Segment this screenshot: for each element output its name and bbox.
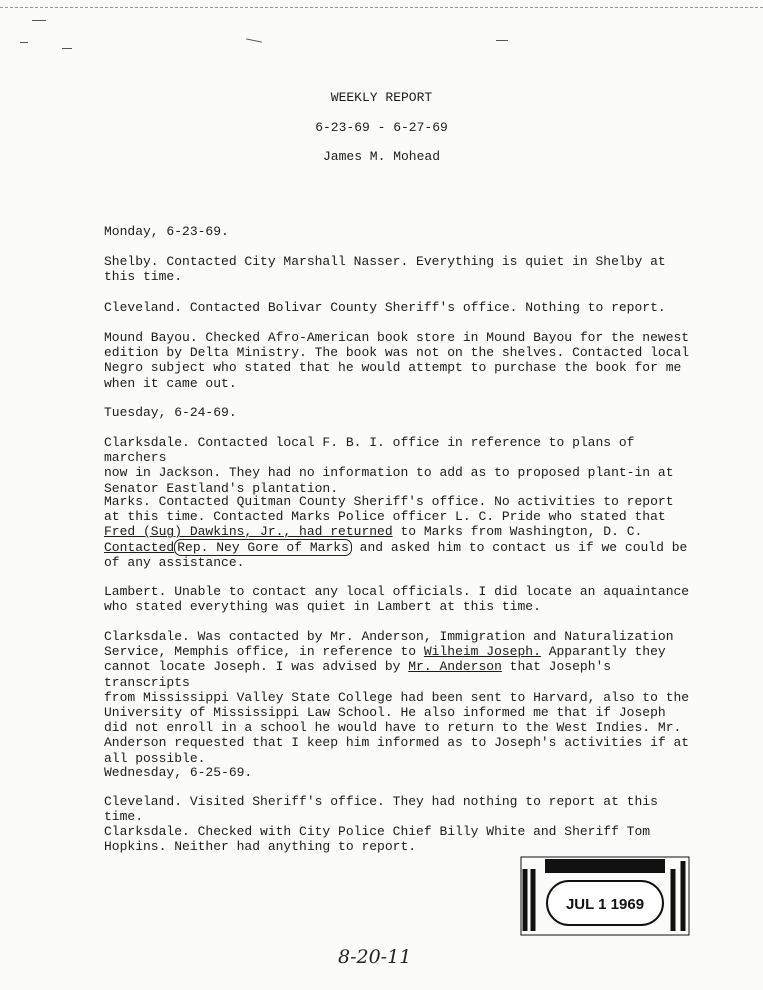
entry-clarksdale-fbi: Clarksdale. Contacted local F. B. I. office in reference to plans of marchers now in Jackson. They had no information to add as to proposed plant-in at Senator Eastland's plantation. — [104, 435, 674, 496]
entry-clarksdale-part: Clarksdale. Was contacted by Mr. Anderson, Immigration and Naturalization Service, Memphis office, in reference to — [104, 629, 674, 660]
entry-marks-part: and asked him to contact us if we could be of any assistance. — [104, 539, 688, 570]
underlined-contacted: Contacted — [104, 539, 175, 555]
scan-speck — [62, 48, 72, 49]
entry-marks-part: Marks. Contacted Quitman County Sheriff's office. No activities to report at this time. Contacted Marks Police officer L. C. Pride who stated that — [104, 494, 674, 525]
entry-marks — [104, 494, 704, 570]
entry-lambert: Lambert. Unable to contact any local officials. I did locate an aquaintance who stated everything was quiet in Lambert at this time. — [104, 584, 690, 615]
scan-speck — [20, 42, 28, 43]
underlined-wilheim-joseph: Wilheim Joseph. — [423, 644, 541, 660]
entry-cleveland-wednesday: Cleveland. Visited Sheriff's office. They had nothing to report at this time. — [104, 794, 658, 825]
circled-rep-gore: Rep. Ney Gore of Marks — [174, 539, 352, 556]
entry-clarksdale-ins — [104, 629, 704, 766]
day-heading-wednesday: Wednesday, 6-25-69. — [104, 765, 253, 780]
report-author: James M. Mohead — [322, 149, 441, 164]
underlined-dawkins: Fred (Sug) Dawkins, Jr., had returned — [104, 524, 393, 540]
underlined-mr-anderson: Mr. Anderson — [408, 659, 502, 675]
day-heading-monday: Monday, 6-23-69. — [104, 224, 229, 239]
handwritten-note: 8-20-11 — [338, 946, 412, 968]
report-title: WEEKLY REPORT — [330, 90, 433, 105]
scan-speck — [496, 40, 508, 41]
stamp-date: JUL 1 1969 — [565, 896, 645, 913]
scan-top-border — [0, 7, 763, 8]
scan-speck — [246, 38, 262, 42]
entry-clarksdale-part: that Joseph's transcripts from Mississippi Valley State College had been sent to Harvard, also to the University of Mississippi Law School. He also informed me that if Joseph did not enroll in a school he would have to return to the West Indies. Mr. Anderson requested that I keep him informed as to Joseph's activities if at all possible. — [104, 659, 690, 766]
scan-speck — [32, 20, 46, 21]
entry-marks-part: to Marks from Washington, D. C. — [400, 524, 643, 540]
received-stamp — [517, 855, 692, 937]
entry-clarksdale-part: Apparantly they cannot locate Joseph. I was advised by — [104, 644, 666, 675]
report-date-range: 6-23-69 - 6-27-69 — [315, 120, 448, 135]
entry-cleveland-monday: Cleveland. Contacted Bolivar County Sheriff's office. Nothing to report. — [104, 300, 666, 315]
entry-clarksdale-police: Clarksdale. Checked with City Police Chief Billy White and Sheriff Tom Hopkins. Neither had anything to report. — [104, 824, 651, 855]
entry-mound-bayou: Mound Bayou. Checked Afro-American book store in Mound Bayou for the newest edition by Delta Ministry. The book was not on the shelves. Contacted local Negro subject who stated that he would attempt to purchase the book for me when it came out. — [104, 330, 690, 391]
entry-shelby: Shelby. Contacted City Marshall Nasser. Everything is quiet in Shelby at this time. — [104, 254, 666, 285]
day-heading-tuesday: Tuesday, 6-24-69. — [104, 405, 237, 420]
